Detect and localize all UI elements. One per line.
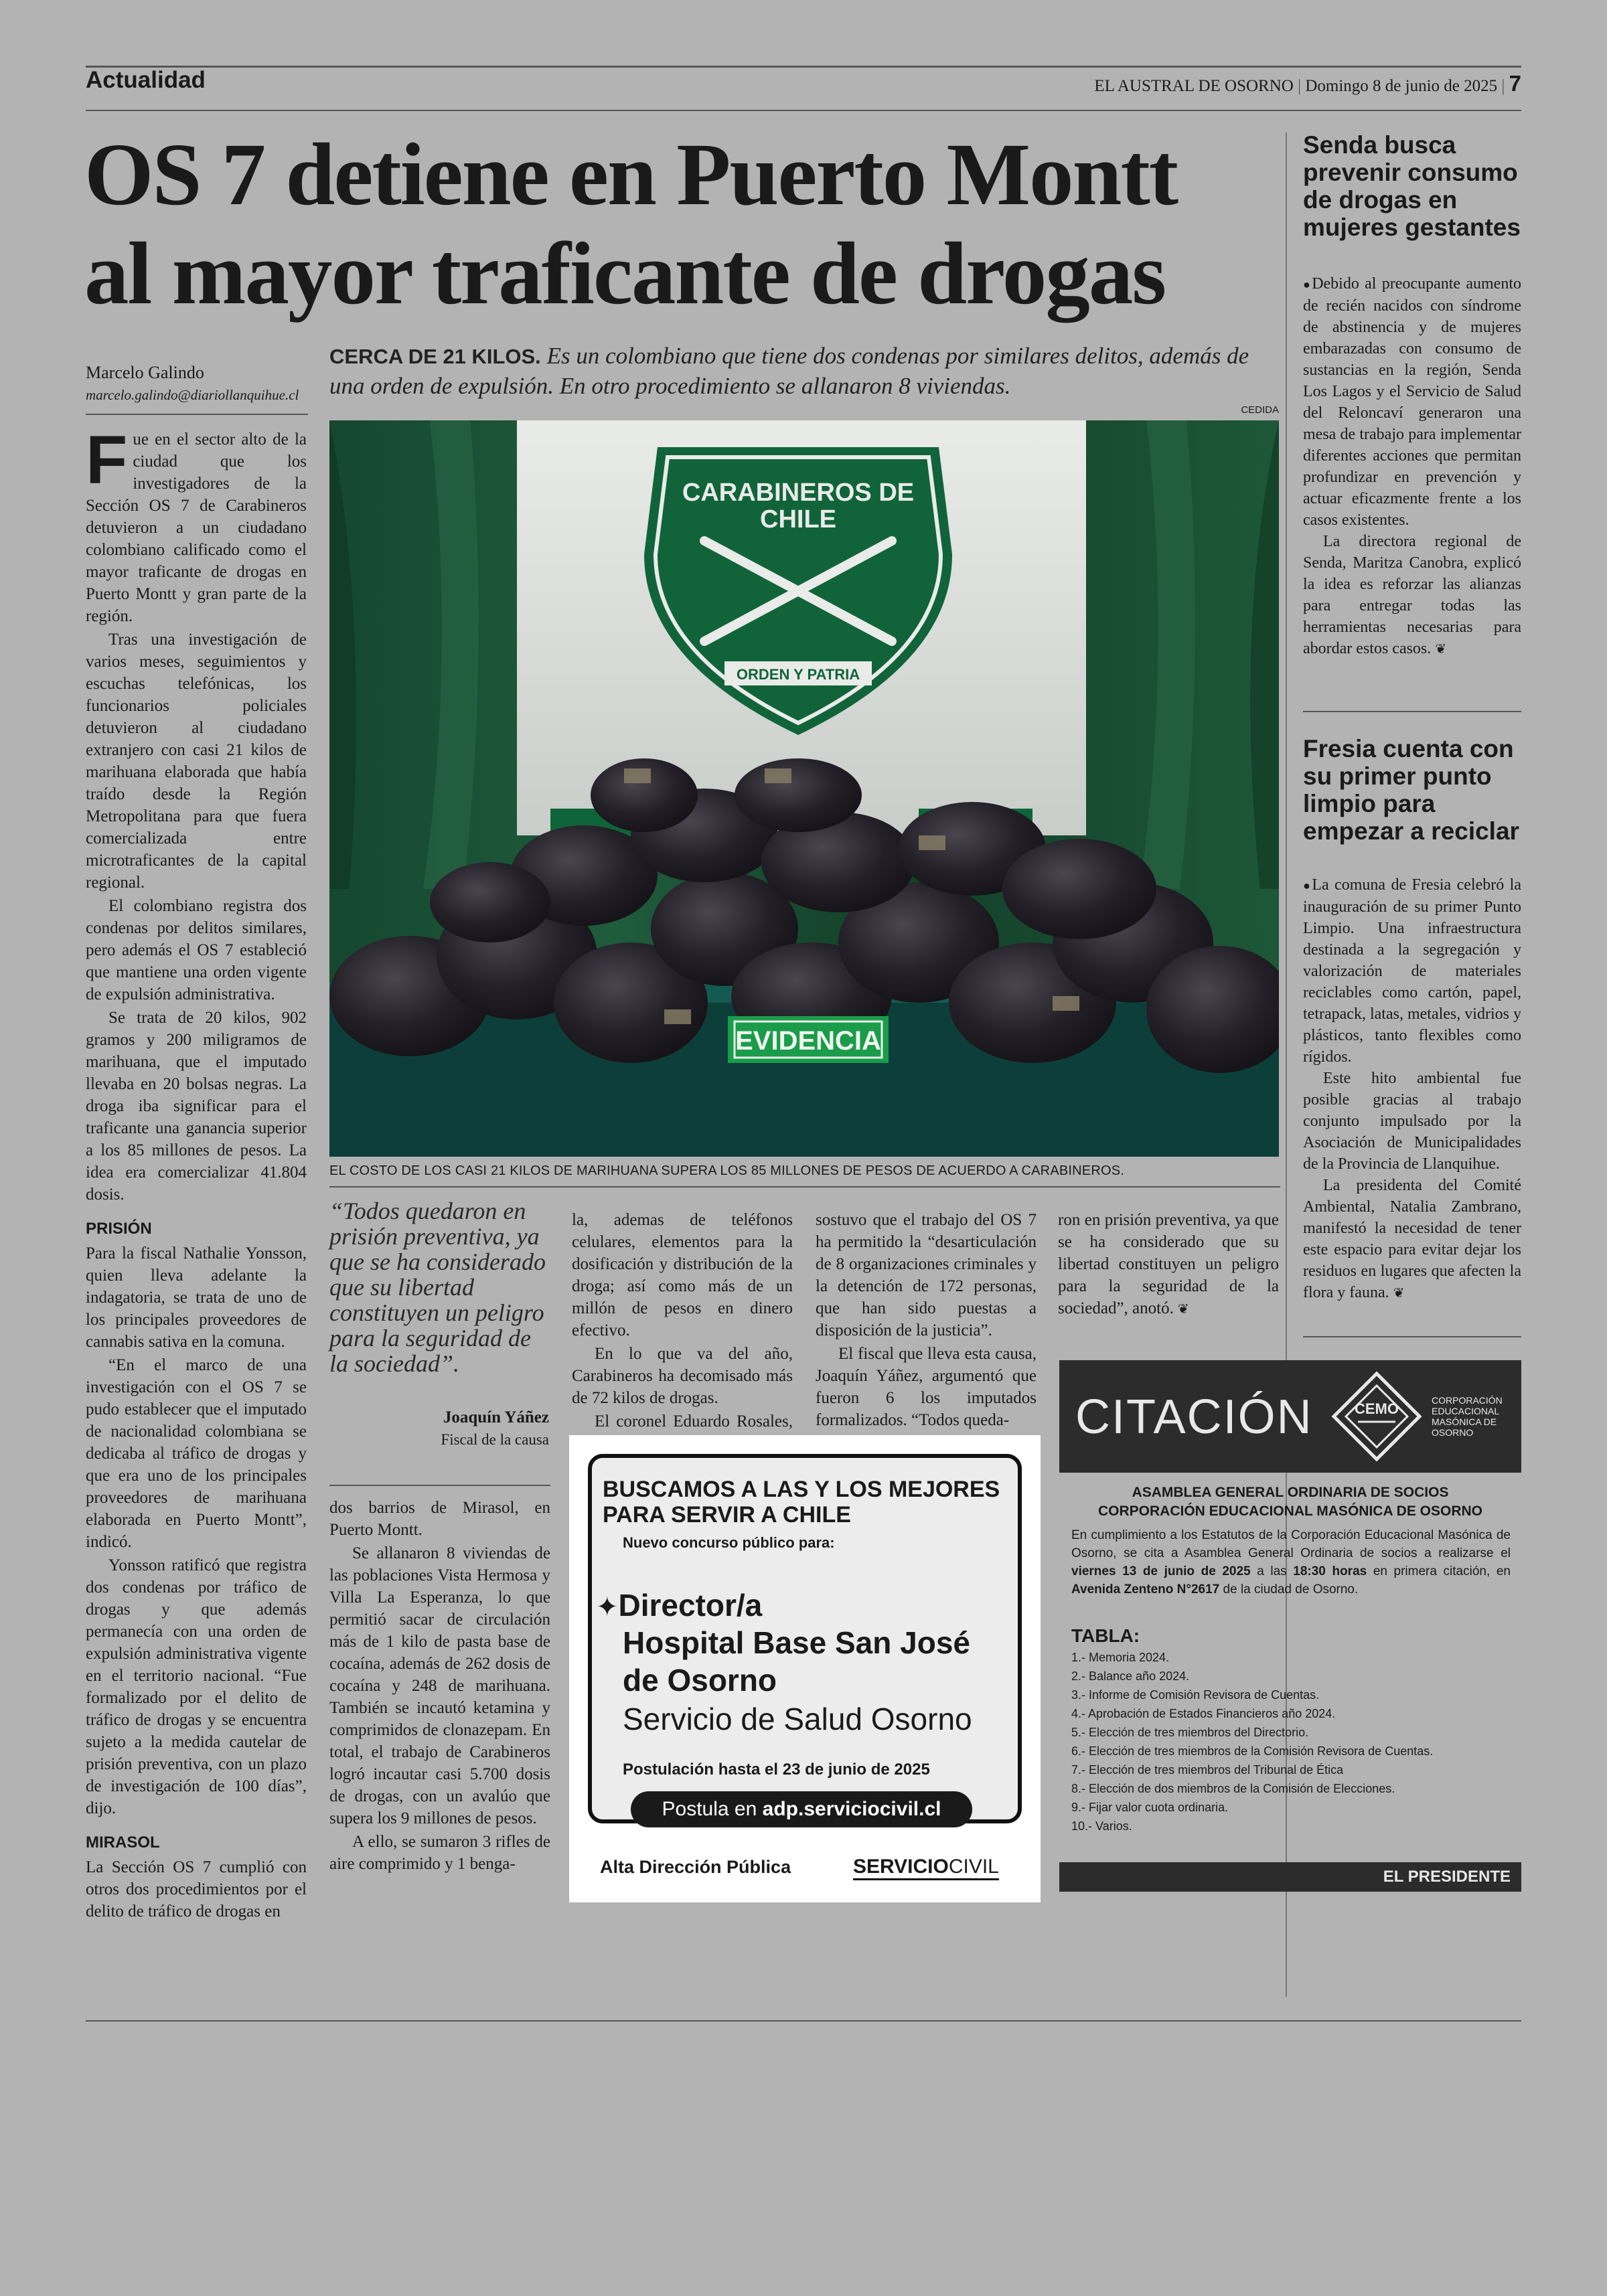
- sidebar-rule-2: [1303, 1336, 1521, 1337]
- article-column-5: [1058, 1209, 1279, 1321]
- article-column-1: [86, 422, 307, 1924]
- paragraph: El fiscal que lleva esta causa, Joaquín Yáñez, argumentó que fueron 6 los imputados formalizados. “Todos queda-: [816, 1345, 1037, 1429]
- ad-subheading: Nuevo concurso público para:: [623, 1534, 835, 1551]
- ad-position-line-2: Hospital Base San José: [623, 1625, 970, 1660]
- paragraph: dos barrios de Mirasol, en Puerto Montt.: [329, 1499, 550, 1539]
- end-mark-icon: ❦: [1177, 1301, 1189, 1317]
- header-bottom-rule: [86, 110, 1521, 111]
- agenda-item: 4.- Aprobación de Estados Financieros año 2024.: [1071, 1707, 1336, 1720]
- sidebar-rule-1: [1303, 711, 1521, 712]
- end-mark-icon: ❦: [1435, 641, 1447, 657]
- paragraph: A ello, se sumaron 3 rifles de aire comprimido y 1 benga-: [329, 1833, 550, 1873]
- caption-rule: [329, 1186, 1280, 1187]
- citacion-heading-1: ASAMBLEA GENERAL ORDINARIA DE SOCIOS: [1132, 1485, 1449, 1500]
- article-deck: [329, 341, 1280, 401]
- page-number: 7: [1509, 71, 1521, 96]
- author-name: Marcelo Galindo: [86, 363, 204, 382]
- deck-text: Es un colombiano que tiene dos condenas por similares delitos, además de una orden de expulsión. En otro procedimiento se allanaron 8 viviendas.: [329, 343, 1249, 399]
- paragraph: Yonsson ratificó que registra dos condenas por tráfico de drogas y que además permanecía con una orden de expulsión administrativa vigente en el territorio nacional. “Fue formalizado por el delito de tráfico de drogas y se encuentra sujeto a la medida cautelar de prisión preventiva, con un plazo de investigación de 100 días”, dijo.: [86, 1556, 307, 1817]
- ad-footer-left: Alta Dirección Pública: [600, 1857, 791, 1877]
- section-label: Actualidad: [86, 67, 206, 93]
- citacion-place: Avenida Zenteno N°2617: [1071, 1582, 1220, 1596]
- article-column-2: [329, 1497, 550, 1876]
- pull-quote: “Todos quedaron en prisión preventiva, ya que se ha considerado que su libertad constituyen un peligro para la seguridad de la sociedad”.: [329, 1198, 546, 1377]
- paragraph: En lo que va del año, Carabineros ha decomisado más de 72 kilos de drogas.: [572, 1345, 793, 1407]
- evidence-photo: [329, 420, 1279, 1157]
- paragraph: “En el marco de una investigación con el OS 7 se pudo establecer que el imputado de nacionalidad colombiana se dedicaba al tráfico de drogas y que era uno de los principales proveedores de marihuana elaborada en Puerto Montt”, indicó.: [86, 1356, 307, 1551]
- citacion-date: viernes 13 de junio de 2025: [1071, 1564, 1251, 1578]
- citacion-body-a: En cumplimiento a los Estatutos de la Corporación Educacional Masónica de Osorno, se cita a Asamblea General Ordinaria de socios a realizarse el: [1071, 1528, 1511, 1560]
- sidebar-headline-senda: Senda busca prevenir consumo de drogas en mujeres gestantes: [1303, 131, 1521, 241]
- servicio-civil-ad: [569, 1435, 1041, 1902]
- bullet-icon: ●: [1303, 278, 1312, 291]
- shield-motto: ORDEN Y PATRIA: [736, 666, 860, 683]
- header-top-rule: [86, 66, 1521, 68]
- agenda-item: 8.- Elección de dos miembros de la Comisión de Elecciones.: [1071, 1782, 1395, 1795]
- servicio-civil-logo: [853, 1856, 999, 1880]
- citacion-signature: [1059, 1862, 1521, 1892]
- citacion-body: [1071, 1526, 1511, 1598]
- paragraph: El coronel Eduardo Rosales,: [595, 1412, 793, 1430]
- paragraph: La directora regional de Senda, Maritza Canobra, explicó la idea es reforzar las alianzas para entregar todas las herramientas necesarias para abordar estos casos.: [1303, 533, 1521, 657]
- citacion-ad: [1059, 1360, 1521, 1896]
- drop-cap: F: [86, 422, 128, 498]
- agenda-item: 10.- Varios.: [1071, 1819, 1132, 1833]
- logo-light: CIVIL: [948, 1856, 999, 1878]
- agenda-item: 5.- Elección de tres miembros del Directorio.: [1071, 1726, 1309, 1739]
- citacion-time: 18:30 horas: [1293, 1564, 1367, 1578]
- author-email: marcelo.galindo@diariollanquihue.cl: [86, 387, 299, 403]
- ad-apply-prefix: Postula en: [662, 1798, 757, 1820]
- ad-organization: Servicio de Salud Osorno: [623, 1702, 972, 1736]
- sparkle-icon: ✦: [596, 1592, 619, 1622]
- ad-apply-url[interactable]: adp.serviciocivil.cl: [762, 1798, 941, 1820]
- citacion-heading: [1059, 1483, 1521, 1521]
- logo-bold: SERVICIO: [853, 1856, 949, 1878]
- citacion-body-d: de la ciudad de Osorno.: [1223, 1582, 1359, 1596]
- paragraph: sostuvo que el trabajo del OS 7 ha permitido la “desarticulación de 8 organizaciones criminales y la detención de 172 personas, que han sido puestas a disposición de la justicia”.: [816, 1211, 1037, 1339]
- deck-lead: CERCA DE 21 KILOS.: [329, 345, 541, 368]
- shield-text-2: CHILE: [760, 505, 836, 534]
- pull-quote-name: Joaquín Yáñez: [443, 1408, 549, 1426]
- paragraph: ron en prisión preventiva, ya que se ha considerado que su libertad constituyen un peligro para la seguridad de la sociedad”, anotó.: [1058, 1211, 1279, 1317]
- citacion-body-b: a las: [1257, 1564, 1287, 1578]
- ad-heading: BUSCAMOS A LAS Y LOS MEJORES PARA SERVIR A CHILE: [603, 1477, 1000, 1528]
- citacion-agenda-title: TABLA:: [1071, 1625, 1140, 1646]
- subhead-mirasol: MIRASOL: [86, 1833, 160, 1852]
- agenda-item: 1.- Memoria 2024.: [1071, 1651, 1170, 1664]
- subhead-prision: PRISIÓN: [86, 1220, 152, 1238]
- sidebar-text-fresia: [1303, 874, 1521, 1303]
- paragraph: Para la fiscal Nathalie Yonsson, quien lleva adelante la indagatoria, se trata de uno de los principales proveedores de cannabis sativa en la comuna.: [86, 1244, 307, 1351]
- evidence-sign: EVIDENCIA: [735, 1026, 881, 1056]
- cemo-letters: CEMO: [1355, 1400, 1399, 1417]
- paragraph: Se allanaron 8 viviendas de las poblaciones Vista Hermosa y Villa La Esperanza, lo que permitió sacar de circulación más de 1 kilo de pasta base de cocaína, además de 262 dosis de cocaína y 248 de marihuana. También se incautó ketamina y comprimidos de clonazepam. En total, el trabajo de Carabineros logró incautar casi 5.700 dosis de drogas, con un avalúo que supera los 9 millones de pesos.: [329, 1544, 550, 1827]
- ad-position: [596, 1586, 762, 1626]
- citacion-heading-2: CORPORACIÓN EDUCACIONAL MASÓNICA DE OSORNO: [1097, 1503, 1483, 1519]
- paragraph: Se trata de 20 kilos, 902 gramos y 200 miligramos de marihuana, que el imputado llevaba en 20 bolsas negras. La droga iba significar para el traficante una ganancia superior a los 85 millones de pesos. La idea era comercializar 41.804 dosis.: [86, 1009, 307, 1204]
- paragraph: La presidenta del Comité Ambiental, Natalia Zambrano, manifestó la necesidad de tener este espacio para evitar dejar los residuos en lugares que afecten la flora y fauna.: [1303, 1177, 1521, 1301]
- ad-position-line-1: Director/a: [618, 1588, 763, 1623]
- paragraph: ue en el sector alto de la ciudad que los investigadores de la Sección OS 7 de Carabineros detuvieron a un ciudadano colombiano calificado como el mayor traficante de drogas en Puerto Montt y gran parte de la región.: [86, 430, 307, 625]
- shield-text-1: CARABINEROS DE: [682, 479, 915, 507]
- citacion-agenda: [1071, 1648, 1511, 1835]
- ad-deadline: Postulación hasta el 23 de junio de 2025: [623, 1760, 930, 1779]
- photo-caption: EL COSTO DE LOS CASI 21 KILOS DE MARIHUANA SUPERA LOS 85 MILLONES DE PESOS DE ACUERDO A CARABINEROS.: [329, 1163, 1125, 1178]
- cemo-logo-text: CORPORACIÓN EDUCACIONAL MASÓNICA DE OSORNO: [1432, 1395, 1503, 1438]
- bullet-icon: ●: [1303, 879, 1312, 892]
- citacion-body-c: en primera citación, en: [1373, 1564, 1511, 1578]
- photo-credit: CEDIDA: [1241, 404, 1279, 416]
- agenda-item: 3.- Informe de Comisión Revisora de Cuentas.: [1071, 1688, 1320, 1702]
- evidence-photo-illustration: [329, 420, 1279, 1157]
- article-column-3: [572, 1209, 793, 1456]
- paragraph: El colombiano registra dos condenas por delitos similares, pero además el OS 7 estableció que mantiene una orden vigente de expulsión administrativa.: [86, 897, 307, 1003]
- paragraph: la, ademas de teléfonos celulares, elementos para la dosificación y distribución de la droga; así como más de un millón de pesos en dinero efectivo.: [572, 1211, 793, 1339]
- citacion-title: CITACIÓN: [1075, 1390, 1313, 1444]
- agenda-item: 9.- Fijar valor cuota ordinaria.: [1071, 1801, 1229, 1814]
- sidebar-headline-fresia: Fresia cuenta con su primer punto limpio para empezar a reciclar: [1303, 735, 1519, 845]
- article-column-4: [816, 1209, 1037, 1432]
- headline-line-2: al mayor traficante de drogas: [84, 224, 1166, 323]
- issue-date: Domingo 8 de junio de 2025: [1305, 77, 1498, 95]
- agenda-item: 6.- Elección de tres miembros de la Comisión Revisora de Cuentas.: [1071, 1744, 1434, 1758]
- paragraph: Debido al preocupante aumento de recién nacidos con síndrome de abstinencia y de mujeres embarazadas con consumo de sustancias en la región, Senda Los Lagos y el Servicio de Salud del Reloncaví generaron una mesa de trabajo para implementar diferentes acciones que permitan profundizar en prevención y actuar eficazmente frente a los casos existentes.: [1303, 275, 1521, 529]
- paragraph: La comuna de Fresia celebró la inauguración de su primer Punto Limpio. Una infraestructura destinada a la segregación y valorización de materiales reciclables como cartón, papel, tetrapack, latas, metales, vidrios y plásticos, tanto flexibles como rígidos.: [1303, 876, 1522, 1066]
- paragraph: Este hito ambiental fue posible gracias al trabajo conjunto impulsado por la Asociación de Municipalidades de la Provincia de Llanquihue.: [1303, 1070, 1521, 1173]
- folio: EL AUSTRAL DE OSORNO | Domingo 8 de junio de 2025 | 7: [1094, 71, 1521, 96]
- publication-name: EL AUSTRAL DE OSORNO: [1094, 77, 1294, 95]
- pull-quote-role: Fiscal de la causa: [441, 1431, 549, 1448]
- ad-apply-link[interactable]: [631, 1791, 972, 1827]
- end-mark-icon: ❦: [1393, 1285, 1405, 1301]
- paragraph: Tras una investigación de varios meses, seguimientos y escuchas telefónicas, los funcionarios policiales detuvieron al ciudadano extranjero con casi 21 kilos de marihuana elaborada que había traído desde la Región Metropolitana para que fuera comercializada entre microtraficantes de la capital regional.: [86, 631, 307, 892]
- citacion-signature-text: EL PRESIDENTE: [1383, 1868, 1511, 1886]
- main-headline: [84, 125, 1290, 323]
- footer-rule: [86, 2020, 1521, 2022]
- ad-position-line-3: de Osorno: [623, 1663, 777, 1698]
- agenda-item: 7.- Elección de tres miembros del Tribunal de Ética: [1071, 1763, 1344, 1777]
- sidebar-text-senda: [1303, 273, 1521, 659]
- agenda-item: 2.- Balance año 2024.: [1071, 1669, 1190, 1683]
- byline-rule: [86, 414, 308, 415]
- cemo-logo-icon: [1330, 1370, 1424, 1463]
- headline-line-1: OS 7 detiene en Puerto Montt: [84, 125, 1178, 224]
- pull-quote-rule: [329, 1485, 550, 1486]
- paragraph: La Sección OS 7 cumplió con otros dos procedimientos por el delito de tráfico de drogas en: [86, 1858, 307, 1920]
